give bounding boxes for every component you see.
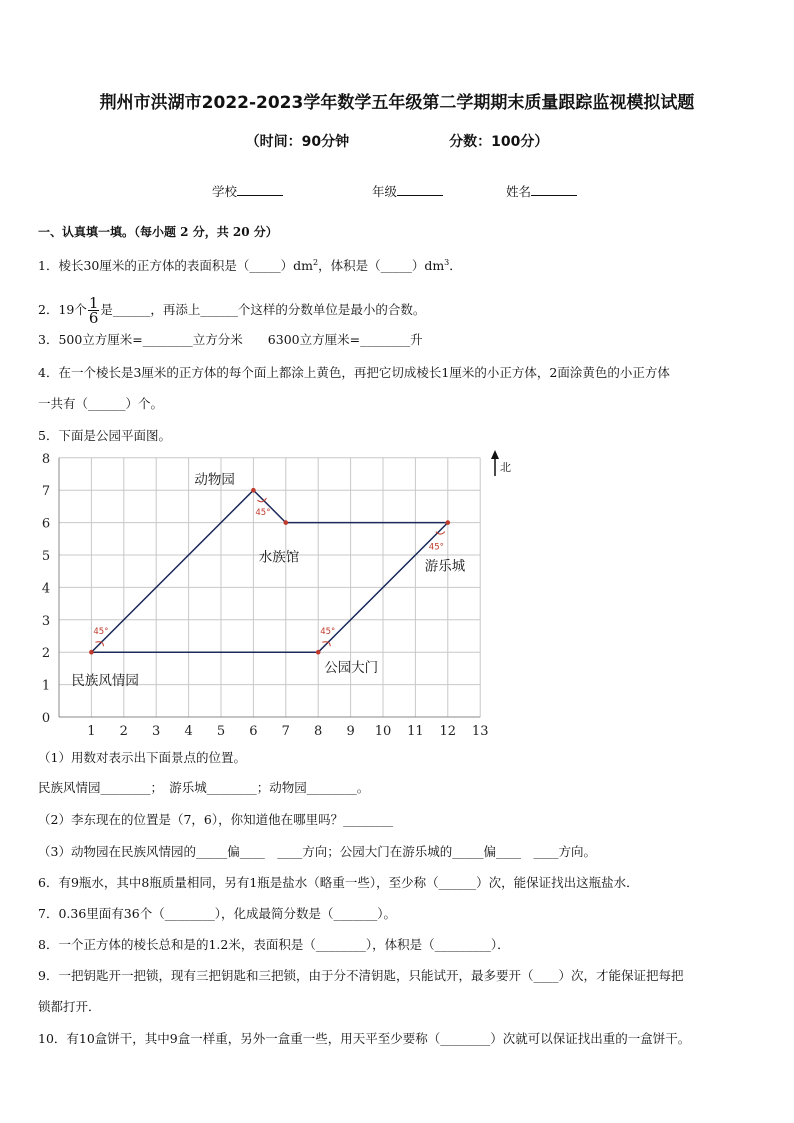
x-tick-label: 13 (471, 724, 489, 739)
y-tick-label: 8 (41, 451, 51, 467)
place-label: 公园大门 (324, 660, 379, 677)
name-field (506, 182, 577, 200)
x-tick-label: 3 (152, 724, 161, 739)
y-tick-label: 5 (41, 549, 51, 564)
question-5-part2: （2）李东现在的位置是（7，6），你知道他在哪里吗？________ (38, 812, 394, 827)
x-tick-label: 8 (314, 724, 323, 739)
place-label: 游乐城 (424, 558, 466, 575)
x-tick-label: 12 (439, 724, 457, 739)
place-label: 民族风情园 (71, 673, 139, 690)
place-point (446, 520, 451, 525)
school-blank[interactable] (237, 183, 283, 196)
question-5-part3: （3）动物园在民族风情园的_____偏____ ____方向；公园大门在游乐城的_____偏____ ____方向。 (38, 844, 596, 859)
grade-field (372, 182, 443, 200)
question-8: 8．一个正方体的棱长总和是的1.2米，表面积是（________），体积是（_________）． (38, 937, 510, 952)
grade-blank[interactable] (397, 183, 443, 196)
question-3: 3．500立方厘米=________立方分米 6300立方厘米=________升 (38, 332, 423, 347)
x-tick-label: 1 (87, 724, 96, 739)
y-tick-label: 4 (41, 581, 51, 597)
x-tick-label: 6 (249, 724, 258, 739)
school-label: 学校 (212, 184, 238, 199)
x-tick-label: 10 (374, 724, 392, 739)
north-arrow-icon (491, 450, 499, 459)
exam-score: 分数：100分） (449, 134, 549, 150)
question-5-part1-answers: 民族风情园________； 游乐城________；动物园________。 (38, 780, 370, 795)
question-10: 10．有10盒饼干，其中9盒一样重，另外一盒重一些，用天平至少要称（________）次就可以保证找出重的一盒饼干。 (38, 1031, 691, 1046)
y-tick-label: 3 (41, 613, 51, 629)
grade-label: 年级 (372, 184, 398, 199)
question-7: 7．0.36里面有36个（________），化成最简分数是（_______）。 (38, 906, 396, 921)
name-blank[interactable] (531, 183, 577, 196)
y-tick-label: 1 (41, 678, 51, 694)
exam-title: 荆州市洪湖市2022-2023学年数学五年级第二学期期末质量跟踪监视模拟试题 (99, 93, 695, 113)
question-4-line2: 一共有（______）个。 (38, 396, 164, 411)
y-tick-label: 6 (41, 516, 51, 532)
park-map-chart (20, 446, 520, 746)
question-5-part1: （1）用数对表示出下面景点的位置。 (38, 750, 246, 765)
exam-subtitle (0, 131, 794, 151)
x-tick-label: 7 (281, 724, 290, 739)
place-label: 动物园 (194, 472, 235, 489)
x-tick-label: 11 (407, 724, 424, 739)
question-6: 6．有9瓶水，其中8瓶质量相同，另有1瓶是盐水（略重一些），至少称（______）次，能保证找出这瓶盐水． (38, 875, 639, 890)
place-point (251, 488, 256, 493)
x-tick-label: 4 (184, 724, 193, 739)
exam-time: （时间：90分钟 (245, 134, 350, 150)
question-2: 2．19个 $\frac{1}{6}$ 是______，再添上______个这样的分数单位是最小的合数。 (38, 294, 426, 327)
angle-label: 45° (93, 627, 109, 638)
y-tick-label: 2 (41, 646, 51, 662)
north-label: 北 (500, 461, 511, 474)
x-tick-label: 9 (346, 724, 355, 739)
place-point (89, 650, 94, 655)
angle-label: 45° (255, 508, 271, 519)
angle-label: 45° (320, 627, 336, 638)
angle-label: 45° (428, 542, 444, 553)
place-point (284, 520, 289, 525)
x-tick-label: 2 (119, 724, 128, 739)
fraction-one-sixth: $\frac{1}{6}$ (88, 294, 99, 327)
question-9-line2: 锁都打开． (38, 999, 101, 1014)
x-tick-label: 5 (216, 724, 226, 739)
y-tick-label: 7 (41, 484, 51, 500)
y-tick-label: 0 (41, 711, 51, 726)
question-1: 1．棱长30厘米的正方体的表面积是$(\_\_\_\_\_)dm^2$，体积是$(\_\_\_\_\_)dm^3$． (38, 258, 462, 274)
school-field (212, 182, 283, 200)
section-heading: 一、认真填一填。（每小题 2 分，共 20 分） (38, 225, 278, 239)
name-label: 姓名 (506, 184, 532, 199)
question-4-line1: 4．在一个棱长是3厘米的正方体的每个面上都涂上黄色，再把它切成棱长1厘米的小正方体，2面涂黄色的小正方体 (38, 365, 670, 380)
place-label: 水族馆 (258, 549, 300, 566)
question-5: 5．下面是公园平面图。 (38, 428, 171, 443)
place-point (316, 650, 321, 655)
question-9-line1: 9．一把钥匙开一把锁，现有三把钥匙和三把锁，由于分不清钥匙，只能试开，最多要开（____）次，才能保证把每把 (38, 968, 684, 983)
